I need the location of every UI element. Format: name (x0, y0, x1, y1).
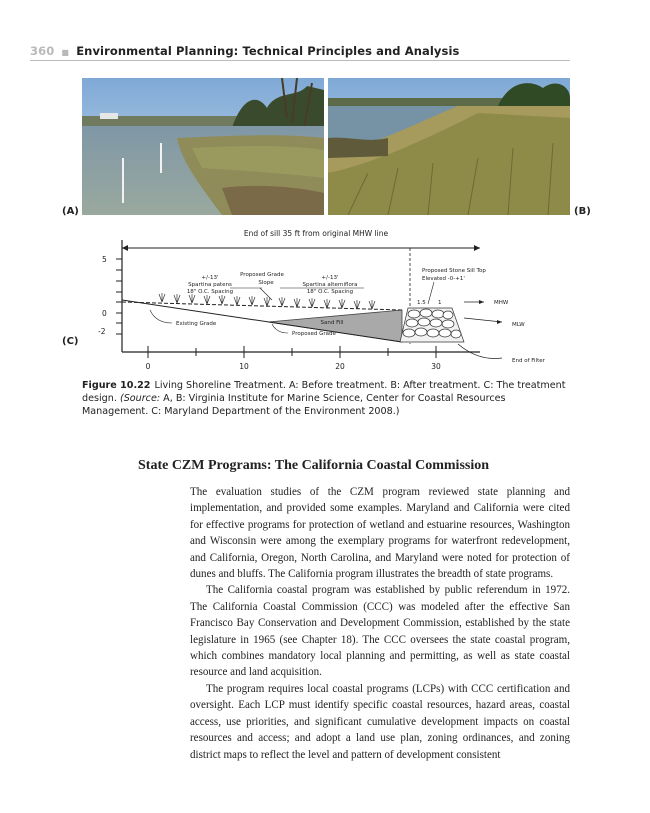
mhw-label: MHW (494, 300, 509, 306)
figure-label-b: (B) (574, 206, 591, 217)
ann-proposed-grade-1: Proposed Grade (240, 272, 284, 278)
figure-number: Figure 10.22 (82, 380, 151, 391)
x-tick-10: 10 (239, 362, 249, 371)
proposed-grade-label: Proposed Grade (292, 331, 336, 337)
paragraph-3: The program requires local coastal programs (LCPs) with CCC certification and oversight. Each LCP must identify specific coastal resources, hazard areas, coastal access, use priorities, and significant cumulative development impacts on coastal resources and access; and adopt a land use plan, zoning ordinances, and zoning district maps to reflect the level and pattern of development consistent (190, 682, 570, 761)
x-tick-0: 0 (145, 362, 151, 371)
photo-after-image (328, 78, 570, 215)
ann-left-spacing-2: Spartina patens (188, 282, 232, 288)
ann-mid-spacing-2: Spartina alterniflora (302, 282, 358, 288)
sill-dim-2: 1 (438, 300, 442, 306)
figure-caption (82, 379, 570, 419)
figure-label-c: (C) (62, 336, 79, 347)
top-dimension-label: End of sill 35 ft from original MHW line (243, 229, 389, 238)
body-text (190, 484, 570, 763)
sand-fill-wedge (268, 310, 402, 342)
running-title: Environmental Planning: Technical Principles and Analysis (76, 44, 460, 58)
sill-dim-1: 1.5 (417, 300, 426, 306)
running-header (30, 44, 570, 58)
y-tick-0: 0 (102, 309, 107, 318)
ann-sill-2: Elevated -0-+1' (422, 276, 465, 282)
y-tick-minus2: -2 (98, 327, 106, 336)
figure-label-a: (A) (62, 206, 79, 217)
ann-sill-1: Proposed Stone Sill Top (422, 268, 486, 274)
figure-caption-text: Living Shoreline Treatment. A: Before treatment. B: After treatment. C: The treatment design. (82, 380, 566, 405)
caption-source-text: A, B: Virginia Institute for Marine Science, Center for Coastal Resources Management. C: Maryland Department of the Environment 2008.) (82, 393, 506, 418)
x-tick-30: 30 (431, 362, 441, 371)
photo-after-treatment (328, 78, 570, 215)
header-rule (30, 60, 570, 61)
photo-before-image (82, 78, 324, 215)
ann-mid-spacing-3: 18" O.C. Spacing (306, 289, 354, 295)
section-title: State CZM Programs: The California Coastal Commission (138, 458, 490, 473)
caption-source-label: (Source: (119, 393, 161, 405)
x-tick-20: 20 (335, 362, 345, 371)
treatment-design-svg (82, 222, 570, 377)
treatment-design-diagram (82, 222, 570, 377)
end-of-filter-label: End of Filter (512, 358, 545, 364)
sand-fill-label: Sand Fill (320, 320, 344, 326)
stone-sill (400, 308, 464, 342)
paragraph-2: The California coastal program was established by public referendum in 1972. The California Coastal Commission (CCC) was modeled after the effective San Francisco Bay Conservation and Development Commission, established by the state legislature in 1965 (see Chapter 18). The CCC oversees the state coastal program, which combines mandatory local planning and permitting, as well as state coastal resource and land acquisition. (190, 584, 570, 679)
ann-mid-spacing-1: +/-13' (321, 275, 339, 281)
mlw-label: MLW (512, 322, 525, 328)
paragraph-1: The evaluation studies of the CZM program reviewed state planning and implementation, and provided some examples. Maryland and California were cited for effective programs for protection of wetland and estuarine resources, Washington and Wisconsin were among the exemplary programs for waterfront redevelopment, and California, Oregon, North Carolina, and Maryland were noted for protection of dunes and bluffs. The California program illustrates the breadth of state programs. (190, 486, 570, 581)
header-separator: ■ (61, 48, 70, 57)
photo-before-treatment (82, 78, 324, 215)
ann-left-spacing-1: +/-13' (201, 275, 219, 281)
page-number: 360 (30, 44, 55, 58)
ann-left-spacing-3: 18" O.C. Spacing (186, 289, 234, 295)
ann-proposed-grade-2: Slope (258, 280, 274, 286)
y-tick-5: 5 (102, 255, 107, 264)
existing-grade-label: Existing Grade (176, 321, 217, 327)
